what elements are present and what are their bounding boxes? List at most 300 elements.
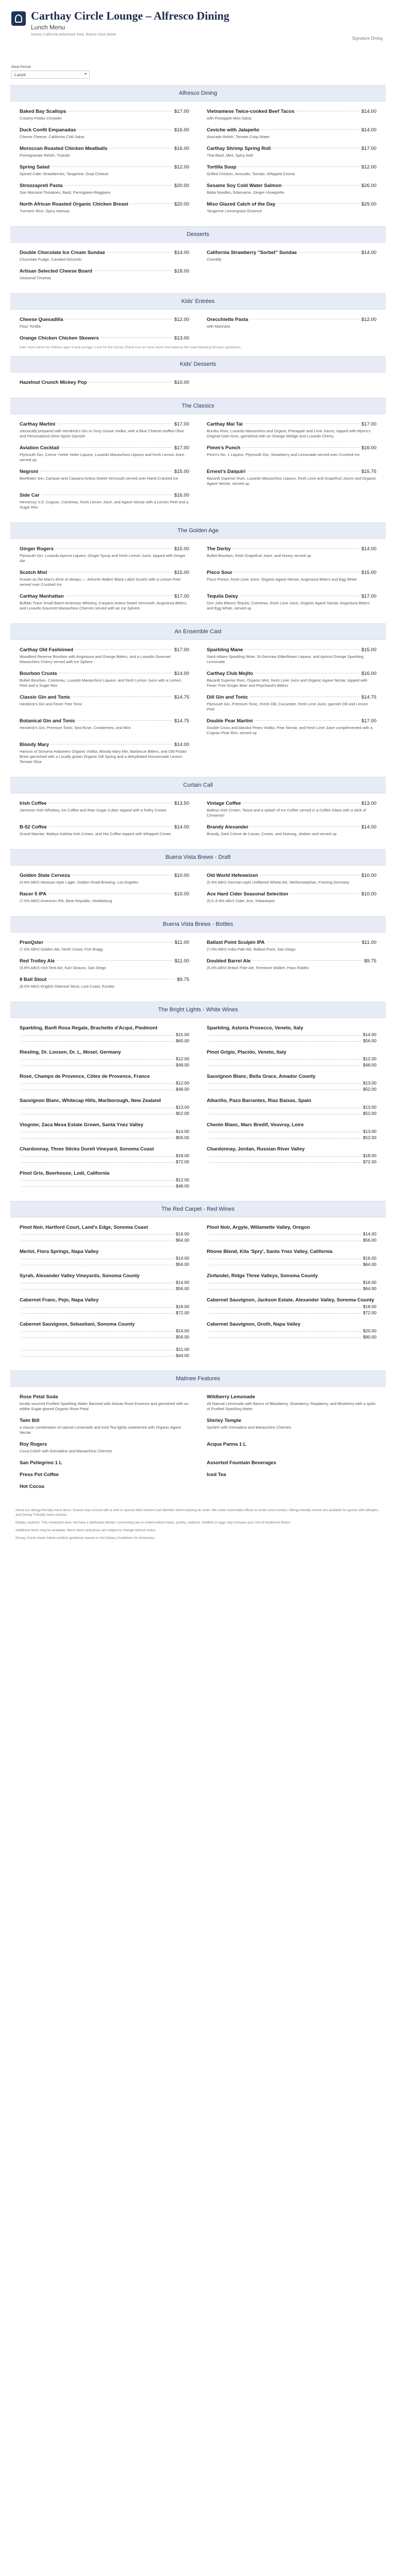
- menu-item-grid: [10, 793, 386, 843]
- menu-item-name: The Derby: [207, 546, 231, 552]
- menu-item: [20, 127, 189, 140]
- menu-item-price: $14.00: [361, 127, 376, 133]
- menu-item-price: $17.00: [361, 718, 376, 724]
- menu-item: [20, 1171, 189, 1189]
- leader-dots: [52, 166, 172, 167]
- menu-item-row: [207, 824, 376, 830]
- menu-item-row: [207, 694, 376, 700]
- menu-item-row: [207, 594, 376, 599]
- menu-item-name: 8 Ball Stout: [20, 977, 47, 982]
- leader-dots: [209, 1278, 361, 1283]
- wine-price-row: [20, 1238, 189, 1243]
- section-note: Kids' menu items for children ages 9 and younger. Look for the Disney Check icon on menu items that balance the meal following Disney's guidelines.: [20, 346, 242, 349]
- wine-price-row: [20, 1038, 189, 1043]
- menu-item-row: [20, 109, 189, 114]
- footer-paragraph: Dietary cautions: This restaurant does not have a dedicated kitchen; consuming raw or undercooked meats, poultry, seafood, shellfish or eggs may increase your risk of foodborne illness.: [15, 1521, 291, 1524]
- wine-price: $72.00: [176, 1159, 189, 1164]
- menu-item-price: $17.00: [174, 445, 189, 451]
- menu-item-description: Bulleit Bourbon, fresh Grapefruit Juice, and Honey served up: [207, 553, 311, 558]
- wine-price: $12.00: [363, 1056, 376, 1061]
- wine-price: $12.00: [176, 1080, 189, 1086]
- wine-price-row: [20, 1111, 189, 1116]
- menu-item-name: Sauvignon Blanc, Whitecap Hills, Marlborough, New Zealand: [20, 1098, 161, 1104]
- section-title: Kids' Entrées: [10, 293, 386, 310]
- leader-dots: [209, 1079, 361, 1084]
- section-title: Matinee Features: [10, 1370, 386, 1387]
- wine-price: $18.00: [176, 1153, 189, 1158]
- section-title: Alfresco Dining: [10, 85, 386, 101]
- menu-item-name: Miso Glazed Catch of the Day: [207, 201, 276, 207]
- menu-item-description: Avocado Relish, Tomato Crisp Water: [207, 134, 270, 139]
- menu-item: [207, 801, 376, 818]
- menu-item-price: $14.00: [174, 824, 189, 830]
- menu-item-row: [20, 1394, 189, 1400]
- wine-price-row: [20, 1310, 189, 1315]
- menu-item: [20, 1074, 189, 1092]
- meal-period-select[interactable]: [11, 71, 90, 79]
- menu-item: [207, 1225, 376, 1243]
- leader-dots: [57, 960, 172, 961]
- menu-item-row: [20, 183, 189, 189]
- menu-item: [207, 891, 376, 904]
- menu-item: [207, 958, 376, 971]
- menu-item-name: Ginger Rogers: [20, 546, 54, 552]
- menu-item-description: with Marinara: [207, 324, 230, 329]
- leader-dots: [78, 129, 172, 130]
- leader-dots: [22, 1133, 174, 1139]
- menu-item: [20, 801, 189, 818]
- leader-dots: [22, 1151, 174, 1157]
- menu-section: [10, 398, 386, 516]
- leader-dots: [101, 337, 172, 338]
- menu-item: [207, 109, 376, 121]
- menu-item-name: Cabernet Sauvignon, Jackson Estate, Alexander Valley, Sonoma County: [207, 1297, 374, 1303]
- leader-dots: [255, 720, 359, 721]
- menu-item-description: Pisco Porton, fresh Lime Juice, Organic Agave Nectar, Angostura Bitters and Egg White: [207, 577, 357, 582]
- menu-footer: [15, 1508, 381, 1540]
- leader-dots: [22, 1236, 174, 1241]
- menu-item-price: $16.00: [361, 445, 376, 451]
- menu-item-row: [20, 1442, 189, 1447]
- menu-item-name: Artisan Selected Cheese Board: [20, 268, 92, 274]
- wine-price-row: [207, 1111, 376, 1116]
- menu-item-name: Negroni: [20, 469, 38, 474]
- menu-item-name: Moroccan Roasted Chicken Meatballs: [20, 146, 108, 151]
- menu-item: [20, 1225, 189, 1243]
- menu-item-name: B-52 Coffee: [20, 824, 47, 830]
- menu-item: [207, 570, 376, 587]
- menu-item-description: Pimm's No. 1 Liqueur, Plymouth Gin, Strawberry and Lemonade served over Crushed Ice: [207, 452, 360, 457]
- wine-price: $60.00: [176, 1038, 189, 1043]
- wine-price: $56.00: [176, 1334, 189, 1340]
- leader-dots: [209, 1158, 361, 1163]
- menu-item: [207, 1146, 376, 1164]
- menu-item-row: [20, 1484, 189, 1489]
- menu-item-price: $11.00: [174, 958, 189, 964]
- menu-item-description: Tangerine Lemongrass Essence: [207, 209, 262, 213]
- wine-price: $14.00: [363, 1231, 376, 1236]
- menu-item: [207, 1049, 376, 1067]
- wine-price: $14.00: [363, 1032, 376, 1037]
- menu-item-name: Duck Confit Empanadas: [20, 127, 76, 133]
- menu-item-description: with Pineapple-Mint Salsa: [207, 116, 252, 121]
- menu-item-name: Ace Hard Cider Seasonal Selection: [207, 891, 288, 897]
- menu-item-price: $10.00: [361, 873, 376, 878]
- menu-item: [20, 570, 189, 587]
- menu-item-price: $15.00: [174, 469, 189, 474]
- menu-item: [20, 335, 189, 341]
- menu-item-price: $13.00: [361, 801, 376, 806]
- menu-item-name: Rosé, Champs de Provence, Côtes de Provence, France: [20, 1074, 150, 1079]
- section-title: Buena Vista Brews - Bottles: [10, 916, 386, 933]
- leader-dots: [22, 1085, 174, 1090]
- menu-item-description: Bulleit Bourbon, Cointreau, Luxardo Maraschino Liqueur, and fresh Lemon Juice with a Lemon Peel and a Sugar Rim: [20, 678, 182, 688]
- wine-price: $64.00: [363, 1286, 376, 1291]
- menu-item-name: Baked Bay Scallops: [20, 109, 67, 114]
- menu-item-row: [207, 671, 376, 676]
- menu-item: [20, 445, 189, 463]
- menu-item-name: Zinfandel, Ridge Three Valleys, Sonoma County: [207, 1273, 318, 1279]
- menu-item-price: $12.00: [174, 317, 189, 323]
- wine-price-row: [207, 1286, 376, 1291]
- menu-item-name: California Strawberry "Sorbet" Sundae: [207, 250, 297, 256]
- menu-item-description: Seasonal Chutney: [20, 276, 52, 280]
- menu-item-price: $14.75: [174, 694, 189, 700]
- menu-item-row: [207, 1394, 376, 1400]
- menu-item-description: Bumbu Rum, Luxardo Maraschino and Orgeat, Pineapple and Lime Juices, topped with Myers's Original Dark Rum, garnished with an Orange Wedge and Luxardo Cherry: [207, 429, 371, 438]
- menu-item-row: [20, 164, 189, 170]
- menu-item-description: (5.8% ABV) Irish Red Ale, Karl Strauss, San Diego: [20, 965, 106, 970]
- menu-item-grid: [10, 640, 386, 771]
- wine-price: $18.00: [176, 1304, 189, 1309]
- menu-item-name: Shirley Temple: [207, 1418, 241, 1423]
- leader-dots: [209, 1037, 361, 1042]
- menu-item-price: $11.00: [174, 940, 189, 945]
- menu-item-name: Rose Petal Soda: [20, 1394, 58, 1400]
- menu-item-description: Baba Noodles, Edamame, Ginger-Vinaigrette: [207, 190, 285, 195]
- menu-item: [207, 647, 376, 665]
- menu-section: [10, 1370, 386, 1496]
- wine-price: $56.00: [176, 1262, 189, 1267]
- leader-dots: [22, 1158, 174, 1163]
- menu-item-price: $12.00: [174, 164, 189, 170]
- leader-dots: [209, 1260, 361, 1265]
- menu-item-name: Old World Hefeweizen: [207, 873, 258, 878]
- menu-item-price: $17.00: [174, 421, 189, 427]
- menu-item-row: [207, 164, 376, 170]
- wine-price-row: [20, 1286, 189, 1291]
- menu-item: [20, 164, 189, 177]
- wine-price: $14.00: [176, 1280, 189, 1285]
- menu-item-description: classically prepared with Hendrick's Gin or Grey Goose Vodka, with a Blue Cheese-stuffed Olive and Personalized Olive-Spine Garnish: [20, 429, 184, 438]
- wine-price-row: [207, 1135, 376, 1140]
- menu-item-description: Grand Marnier, Baileys Kahlúa Irish Cream, and Hot Coffee topped with Whipped Cream: [20, 832, 171, 836]
- menu-item-name: Sparkling, Banfi Rosa Regale, Brachetto d'Acqui, Piedmont: [20, 1025, 158, 1031]
- leader-dots: [209, 1254, 361, 1259]
- section-title: Curtain Call: [10, 777, 386, 793]
- menu-item-name: Tequila Daisy: [207, 594, 238, 599]
- menu-section: [10, 1002, 386, 1195]
- menu-item-row: [20, 127, 189, 133]
- menu-item-price: $15.75: [361, 469, 376, 474]
- menu-item: [207, 127, 376, 140]
- wine-price: $13.00: [176, 1105, 189, 1110]
- menu-item-price: $20.00: [174, 201, 189, 207]
- menu-item: [207, 445, 376, 463]
- menu-item-name: Assorted Fountain Beverages: [207, 1460, 276, 1466]
- menu-item-row: [207, 570, 376, 575]
- brand: [11, 9, 385, 37]
- menu-item-name: Double Chocolate Ice Cream Sundae: [20, 250, 105, 256]
- menu-item-description: Hendrick's Gin and Fever-Tree Tonic: [20, 702, 82, 706]
- menu-item-name: Cabernet Sauvignon, Groth, Napa Valley: [207, 1321, 301, 1327]
- menu-item-name: Viognier, Zaca Mesa Estate Grown, Santa Ynez Valley: [20, 1122, 143, 1128]
- menu-item-description: Plymouth Gin, Crème Yvette Violet Liqueur, Luxardo Maraschino Liqueur and fresh Lemon Juice, served up: [20, 452, 186, 462]
- menu-item-row: [207, 317, 376, 323]
- wine-price: $48.00: [176, 1062, 189, 1067]
- menu-item: [207, 421, 376, 439]
- menu-item-grid: [10, 933, 386, 995]
- menu-item: [20, 1472, 189, 1478]
- leader-dots: [209, 1085, 361, 1090]
- menu-item-description: (4.8% ABV) Mexican-style Lager, Golden Road Brewing, Los Angeles: [20, 880, 139, 885]
- leader-dots: [22, 1309, 174, 1314]
- menu-item-name: Orange Chicken Chicken Skewers: [20, 335, 99, 341]
- menu-item-price: $17.00: [174, 647, 189, 653]
- menu-item: [207, 250, 376, 262]
- menu-item-name: Aviation Cocktail: [20, 445, 59, 451]
- menu-item: [20, 1098, 189, 1116]
- wine-price: $64.00: [176, 1238, 189, 1243]
- menu-item-name: Pinot Noir, Argyle, Willamette Valley, Oregon: [207, 1225, 310, 1230]
- menu-item-name: Chardonnay, Three Sticks Durell Vineyard, Sonoma Coast: [20, 1146, 154, 1152]
- menu-item-price: $9.75: [364, 958, 376, 964]
- menu-item-grid: [10, 101, 386, 220]
- menu-item: [20, 1460, 189, 1466]
- menu-item-price: $10.00: [174, 380, 189, 385]
- menu-item-description: Grilled Chicken, Avocado, Tomato, Whipped Crema: [207, 172, 295, 176]
- menu-item-row: [20, 1460, 189, 1466]
- leader-dots: [22, 1182, 174, 1187]
- wine-price-row: [20, 1159, 189, 1164]
- menu-item-row: [20, 335, 189, 341]
- menu-item: [207, 694, 376, 712]
- menu-item-name: Carthay Club Mojito: [207, 671, 253, 676]
- menu-item: [20, 1273, 189, 1291]
- menu-section: [10, 777, 386, 843]
- menu-item-name: North African Roasted Organic Chicken Breast: [20, 201, 128, 207]
- menu-item-name: Syrah, Alexander Valley Vineyards, Sonoma County: [20, 1273, 140, 1279]
- menu-item-description: Hennessy V.S. Cognac, Cointreau, fresh Lemon Juice, and Agave Nectar with a Lemon Peel and a Sugar Rim: [20, 500, 189, 510]
- menu-item-name: Albariño, Pazo Barrantes, Rias Baixas, Spain: [207, 1098, 311, 1104]
- menu-item-row: [207, 801, 376, 806]
- meal-period-label: Meal Period: [11, 65, 31, 69]
- leader-dots: [22, 1230, 174, 1235]
- wine-price-row: [20, 1087, 189, 1092]
- menu-item-grid: [10, 372, 386, 392]
- leader-dots: [290, 893, 359, 894]
- menu-item-name: Irish Coffee: [20, 801, 47, 806]
- leader-dots: [209, 1055, 361, 1060]
- wine-price: $48.00: [176, 1183, 189, 1189]
- menu-item: [207, 1442, 376, 1454]
- menu-item: [207, 824, 376, 837]
- meal-period-value: Lunch: [14, 73, 26, 77]
- leader-dots: [245, 649, 359, 650]
- wine-price: $52.00: [363, 1087, 376, 1092]
- signature-dining-label: Signature Dining: [352, 36, 383, 41]
- leader-dots: [94, 270, 172, 271]
- wine-price-row: [207, 1310, 376, 1315]
- menu-item-row: [207, 873, 376, 878]
- menu-item-description: Creamy Potato Chowder: [20, 116, 62, 121]
- menu-item-price: $16.00: [174, 146, 189, 151]
- menu-item: [207, 594, 376, 611]
- menu-item-description: a classic combination of natural Lemonade and Iced Tea lightly sweetened with Organic Agave Nectar: [20, 1425, 182, 1435]
- section-title: The Bright Lights - White Wines: [10, 1002, 386, 1018]
- menu-item-description: Bacardi Superior Rum, Organic Mint, fresh Lime Juice and Organic Agave Nectar, topped with Fever-Tree Ginger Beer and Peychaud's Bitters: [207, 678, 368, 688]
- menu-item: [207, 1122, 376, 1140]
- menu-item-description: Coca-Cola® with Grenadine and Maraschino Cherries: [20, 1449, 112, 1453]
- menu-section: [10, 85, 386, 220]
- menu-item-description: (5.0–6.9% ABV) Cider, Ace, Sebastopol: [207, 899, 275, 903]
- menu-item-row: [20, 493, 189, 498]
- menu-item-name: Scotch Mist: [20, 570, 47, 575]
- menu-item-name: Sparkling Mane: [207, 647, 243, 653]
- leader-dots: [209, 1284, 361, 1290]
- menu-item-description: (5.4% ABV) German-style Unfiltered Wheat Ale, Weihenstephan, Freising Germany: [207, 880, 350, 885]
- menu-item: [20, 1122, 189, 1140]
- menu-item-description: Hendrick's Gin, Premium Tonic, Sea Rose, Cranberries, and Mint: [20, 725, 131, 730]
- menu-item-row: [20, 146, 189, 151]
- menu-item-description: Pomegranate Relish, Tzatziki: [20, 153, 70, 158]
- menu-item-row: [20, 940, 189, 945]
- menu-item-description: Buffalo Trace Small Batch American Whiskey, Carpano Antica Sweet Vermouth, Angostura Bitters, and Luxardo Gourmet Maraschino Cherries served with an Ice Sphere: [20, 601, 188, 611]
- menu-item-name: Wildberry Lemonade: [207, 1394, 255, 1400]
- menu-item: [207, 1025, 376, 1043]
- footer-paragraph: Additional items may be available. Menu items and prices are subject to change without notice.: [15, 1529, 156, 1532]
- wine-price: $48.00: [363, 1062, 376, 1067]
- wine-price: $13.00: [363, 1105, 376, 1110]
- leader-dots: [209, 1030, 361, 1036]
- menu-item: [20, 183, 189, 195]
- menu-item-description: Flour Tortilla: [20, 324, 41, 329]
- wine-price: $52.00: [363, 1111, 376, 1116]
- menu-item: [207, 940, 376, 952]
- wine-price: $16.00: [363, 1256, 376, 1261]
- menu-item-name: Racer 5 IPA: [20, 891, 47, 897]
- restaurant-logo-icon: [11, 11, 26, 26]
- menu-item-grid: [10, 539, 386, 617]
- wine-price: $72.00: [363, 1310, 376, 1315]
- menu-item-price: $10.00: [174, 891, 189, 897]
- wine-price: $56.00: [176, 1135, 189, 1140]
- wine-price: $48.00: [176, 1087, 189, 1092]
- menu-item: [20, 694, 189, 712]
- leader-dots: [22, 1254, 174, 1259]
- menu-item-row: [20, 694, 189, 700]
- menu-item-description: (8.0% ABV) English Oatmeal Stout, Lost Coast, Eureka: [20, 984, 114, 989]
- menu-item-name: Sparkling, Astoria Prosecco, Veneto, Italy: [207, 1025, 304, 1031]
- leader-dots: [22, 1351, 174, 1357]
- page-title: Carthay Circle Lounge – Alfresco Dining: [31, 9, 229, 22]
- leader-dots: [251, 826, 359, 827]
- menu-item-row: [20, 594, 189, 599]
- menu-item-row: [20, 570, 189, 575]
- menu-item: [207, 1321, 376, 1340]
- wine-price: $20.00: [363, 1328, 376, 1333]
- wine-price: $14.00: [176, 1256, 189, 1261]
- menu-item: [207, 1460, 376, 1466]
- menu-item: [20, 1297, 189, 1315]
- menu-item: [20, 1146, 189, 1164]
- menu-item-row: [207, 445, 376, 451]
- menu-item-description: Brandy, Dark Crème de Cacao, Cream, and Nutmeg, shaken and served up: [207, 832, 337, 836]
- menu-item-name: Cabernet Franc, Pejo, Napa Valley: [20, 1297, 99, 1303]
- menu-item-price: $18.00: [174, 268, 189, 274]
- section-title: Kids' Desserts: [10, 356, 386, 372]
- menu-item-row: [20, 824, 189, 830]
- menu-item-description: Don Julio Blanco Tequila, Cointreau, fresh Lime Juice, Organic Agave Nectar, Angostura Bitters and Egg White, served up: [207, 601, 370, 611]
- menu-item: [207, 1074, 376, 1092]
- menu-item-description: (7.6% ABV) Golden Ale, North Coast, Fort Bragg: [20, 947, 103, 952]
- menu-item: [20, 1418, 189, 1435]
- wine-price: $56.00: [363, 1238, 376, 1243]
- menu-item: [207, 1472, 376, 1478]
- menu-item-name: Iced Tea: [207, 1472, 226, 1478]
- menu-item-name: Pinot Grigio, Placido, Veneto, Italy: [207, 1049, 287, 1055]
- wine-price: $18.00: [363, 1304, 376, 1309]
- menu-item-name: Roy Rogers: [20, 1442, 47, 1447]
- menu-item-row: [20, 873, 189, 878]
- wine-price: $56.00: [176, 1286, 189, 1291]
- menu-item-price: $17.00: [361, 146, 376, 151]
- menu-item-row: [207, 940, 376, 945]
- menu-item: [20, 1442, 189, 1454]
- menu-item-name: Vintage Coffee: [207, 801, 241, 806]
- leader-dots: [209, 1333, 361, 1338]
- menu-item-description: Saint Hilaire Sparkling Wine, St-Germain Elderflower Liqueur, and Apricot Orange Sparkling Lemonade: [207, 654, 364, 664]
- menu-item: [20, 824, 189, 837]
- menu-item-row: [207, 1460, 376, 1466]
- wine-price-row: [20, 1062, 189, 1067]
- wine-price: $14.00: [176, 1129, 189, 1134]
- menu-item-description: (5.0% ABV) British Pale Ale, Firestone Walker, Paso Robles: [207, 965, 309, 970]
- menu-item: [20, 958, 189, 971]
- leader-dots: [22, 1037, 174, 1042]
- menu-item: [20, 469, 189, 486]
- menu-item: [20, 940, 189, 952]
- menu-item: [207, 1273, 376, 1291]
- menu-item: [20, 1346, 189, 1358]
- menu-item-row: [20, 801, 189, 806]
- wine-price: $13.00: [363, 1129, 376, 1134]
- menu-item: [207, 873, 376, 885]
- leader-dots: [209, 1230, 361, 1235]
- menu-item-name: Acqua Panna 1 L: [207, 1442, 246, 1447]
- menu-item-name: Hazelnut Crunch Mickey Pop: [20, 380, 87, 385]
- menu-item-description: Woodford Reserve Bourbon with Angostura and Orange Bitters, and a Luxardo Gourmet Maraschino Cherry served with Ice Sphere: [20, 654, 171, 664]
- menu-item-name: Ballast Point Sculpin IPA: [207, 940, 265, 945]
- menu-item-description: Plymouth Gin, Luxardo Apricot Liqueur, Ginger Syrup and fresh Lemon Juice, topped with Ginger Ale: [20, 553, 186, 563]
- menu-item-name: Brandy Alexander: [207, 824, 249, 830]
- leader-dots: [233, 548, 359, 549]
- menu-item-price: $20.00: [174, 183, 189, 189]
- wine-price: $64.00: [363, 1262, 376, 1267]
- menu-item: [207, 671, 376, 688]
- menu-item-grid: [10, 1387, 386, 1496]
- menu-item-price: $17.00: [361, 594, 376, 599]
